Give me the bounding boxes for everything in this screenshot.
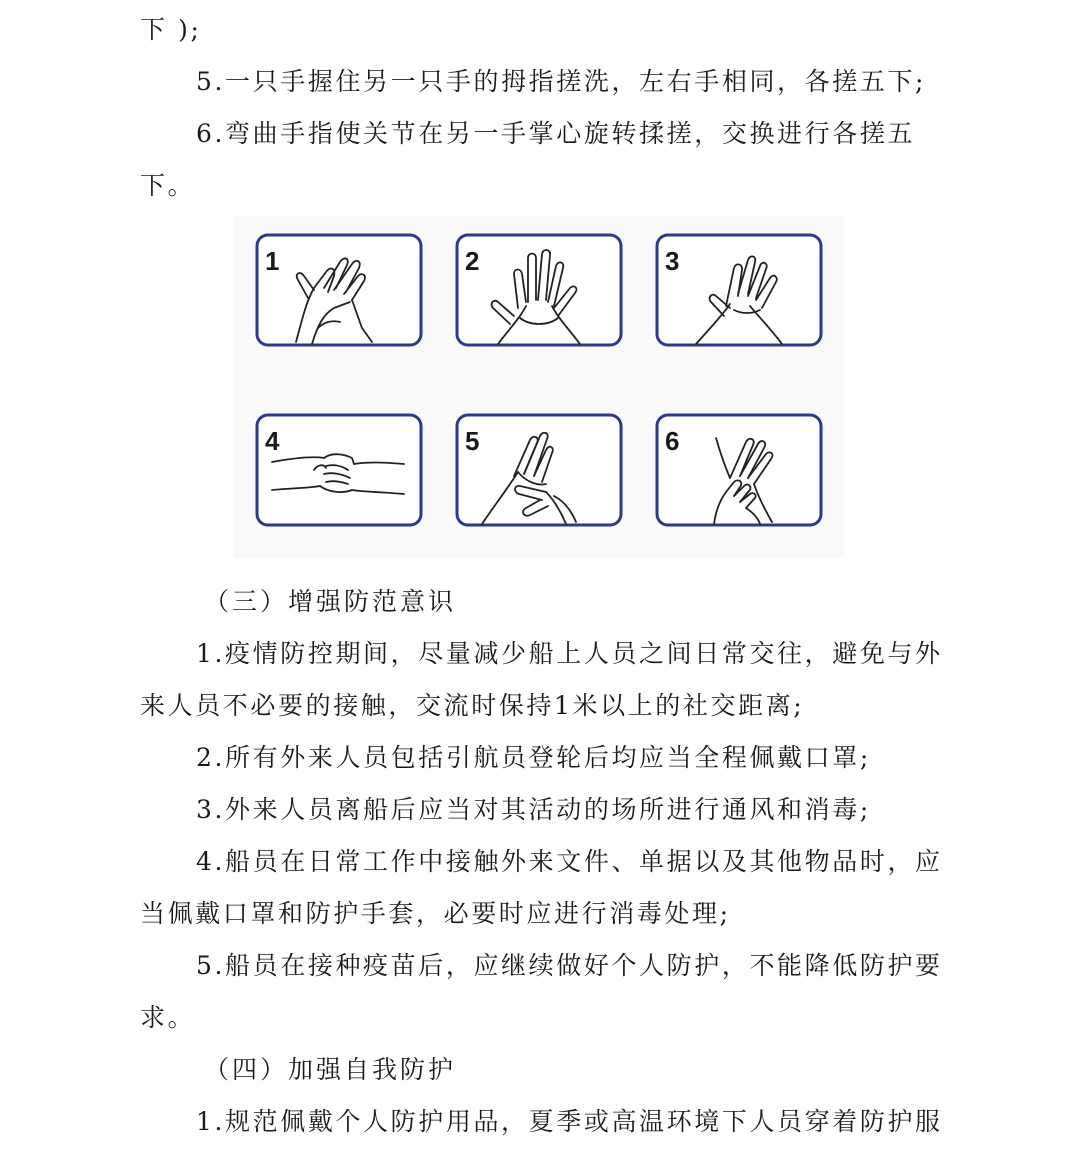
handwash-step-panel xyxy=(654,232,824,348)
text-line: 求。 xyxy=(140,1003,196,1032)
handwash-step-panel xyxy=(454,412,624,528)
step-number: 1 xyxy=(265,246,280,276)
step-number: 2 xyxy=(465,246,480,276)
section-heading: （四）加强自我防护 xyxy=(204,1055,457,1084)
handwash-step-panel xyxy=(654,412,824,528)
text-line: 下 ); xyxy=(140,15,202,44)
text-line: 当佩戴口罩和防护手套，必要时应进行消毒处理; xyxy=(140,899,731,928)
step-number: 3 xyxy=(665,246,680,276)
text-line: 1.疫情防控期间，尽量减少船上人员之间日常交往，避免与外 xyxy=(196,639,943,668)
step-number: 4 xyxy=(265,426,280,456)
section-heading: （三）增强防范意识 xyxy=(204,587,457,616)
text-line: 3.外来人员离船后应当对其活动的场所进行通风和消毒; xyxy=(196,795,871,824)
handwashing-steps-figure xyxy=(234,216,844,558)
handwash-step-panel xyxy=(454,232,624,348)
text-line: 4.船员在日常工作中接触外来文件、单据以及其他物品时，应 xyxy=(196,847,943,876)
text-line: 6.弯曲手指使关节在另一手掌心旋转揉搓，交换进行各搓五 xyxy=(196,119,916,148)
text-line: 5.一只手握住另一只手的拇指搓洗，左右手相同，各搓五下; xyxy=(196,67,927,96)
step-number: 5 xyxy=(465,426,480,456)
handwash-step-panel xyxy=(254,412,424,528)
step-number: 6 xyxy=(665,426,680,456)
text-line: 2.所有外来人员包括引航员登轮后均应当全程佩戴口罩; xyxy=(196,743,871,772)
text-line: 5.船员在接种疫苗后，应继续做好个人防护，不能降低防护要 xyxy=(196,951,943,980)
text-line: 来人员不必要的接触，交流时保持1米以上的社交距离; xyxy=(140,691,805,720)
text-line: 下。 xyxy=(140,171,196,200)
text-line: 1.规范佩戴个人防护用品，夏季或高温环境下人员穿着防护服 xyxy=(196,1107,943,1136)
handwash-step-panel xyxy=(254,232,424,348)
